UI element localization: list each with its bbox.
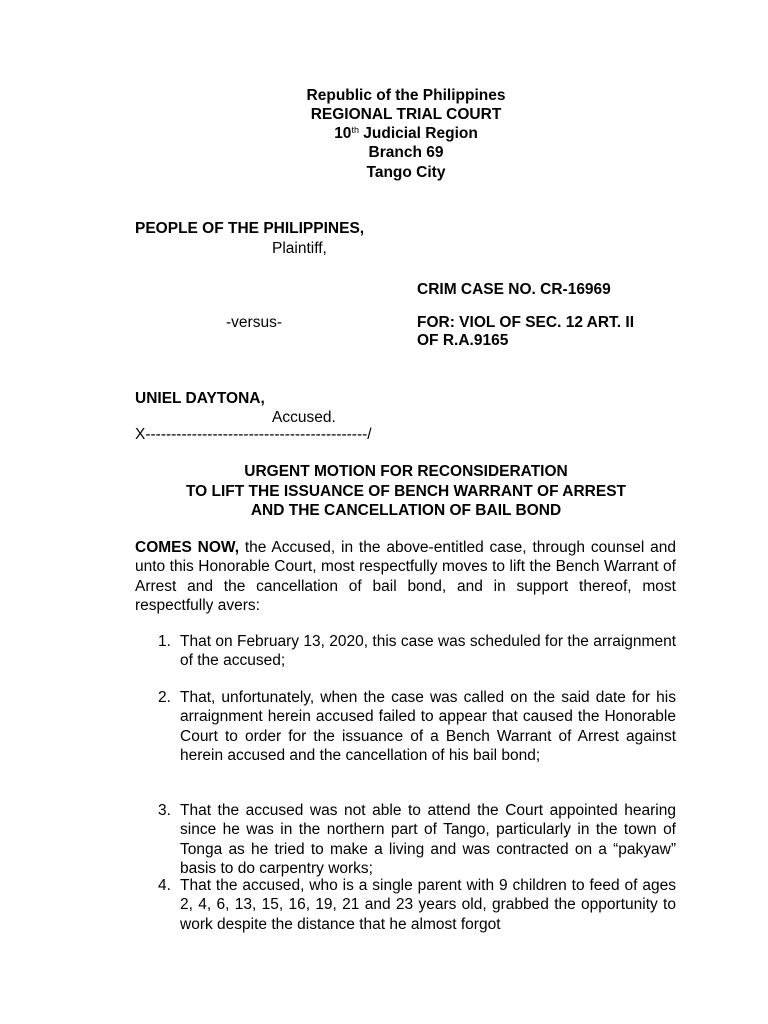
item-number: 2. [158, 689, 171, 706]
list-item [158, 801, 676, 878]
versus-label: -versus- [226, 314, 282, 331]
item-text: That, unfortunately, when the case was called on the said date for his arraignment herein accused failed to appear that caused the Honorable Court to order for the issuance of a Bench Warrant of Arrest against herein accused and the cancellation of his bail bond; [180, 689, 676, 764]
region-suffix: th [351, 125, 359, 135]
region-rest: Judicial Region [358, 125, 478, 142]
accused-role: Accused. [272, 409, 336, 426]
intro-paragraph [135, 538, 676, 615]
republic-heading: Republic of the Philippines [306, 87, 506, 104]
separator-line: X-------------------------------------------/ [135, 426, 372, 443]
court-heading: REGIONAL TRIAL COURT [310, 106, 502, 123]
intro-lead: COMES NOW, [135, 539, 240, 556]
branch-heading: Branch 69 [368, 144, 444, 161]
region-heading [0, 124, 768, 143]
item-number: 1. [158, 633, 171, 650]
item-number: 4. [158, 877, 171, 894]
plaintiff-name: PEOPLE OF THE PHILIPPINES, [135, 220, 365, 237]
item-number: 3. [158, 802, 171, 819]
city-heading: Tango City [366, 164, 446, 181]
case-number: CRIM CASE NO. CR-16969 [417, 281, 611, 298]
list-item [158, 632, 676, 671]
item-text: That on February 13, 2020, this case was scheduled for the arraignment of the accused; [180, 633, 676, 670]
motion-title-line-1: URGENT MOTION FOR RECONSIDERATION [244, 463, 568, 480]
motion-title-line-3: AND THE CANCELLATION OF BAIL BOND [250, 502, 562, 519]
plaintiff-role: Plaintiff, [272, 240, 327, 257]
item-text: That the accused was not able to attend the Court appointed hearing since he was in the northern part of Tango, particularly in the town of Tonga as he tried to make a living and was contracted on a “pakyaw” basis to do carpentry works; [180, 802, 676, 877]
region-number: 10 [334, 125, 352, 142]
offense-line-1: FOR: VIOL OF SEC. 12 ART. II [417, 314, 635, 331]
list-item [158, 876, 676, 934]
item-text: That the accused, who is a single parent with 9 children to feed of ages 2, 4, 6, 13, 15, 16, 19, 21 and 23 years old, grabbed the opportunity to work despite the distance that he almost forgot [180, 877, 676, 933]
motion-title-line-2: TO LIFT THE ISSUANCE OF BENCH WARRANT OF ARREST [185, 483, 627, 500]
list-item [158, 688, 676, 765]
accused-name: UNIEL DAYTONA, [135, 390, 265, 407]
offense-line-2: OF R.A.9165 [417, 332, 509, 349]
intro-body: the Accused, in the above-entitled case, through counsel and unto this Honorable Court, most respectfully moves to lift the Bench Warrant of Arrest and the cancellation of bail bond, and in support thereof, most respectfully avers: [135, 539, 676, 614]
